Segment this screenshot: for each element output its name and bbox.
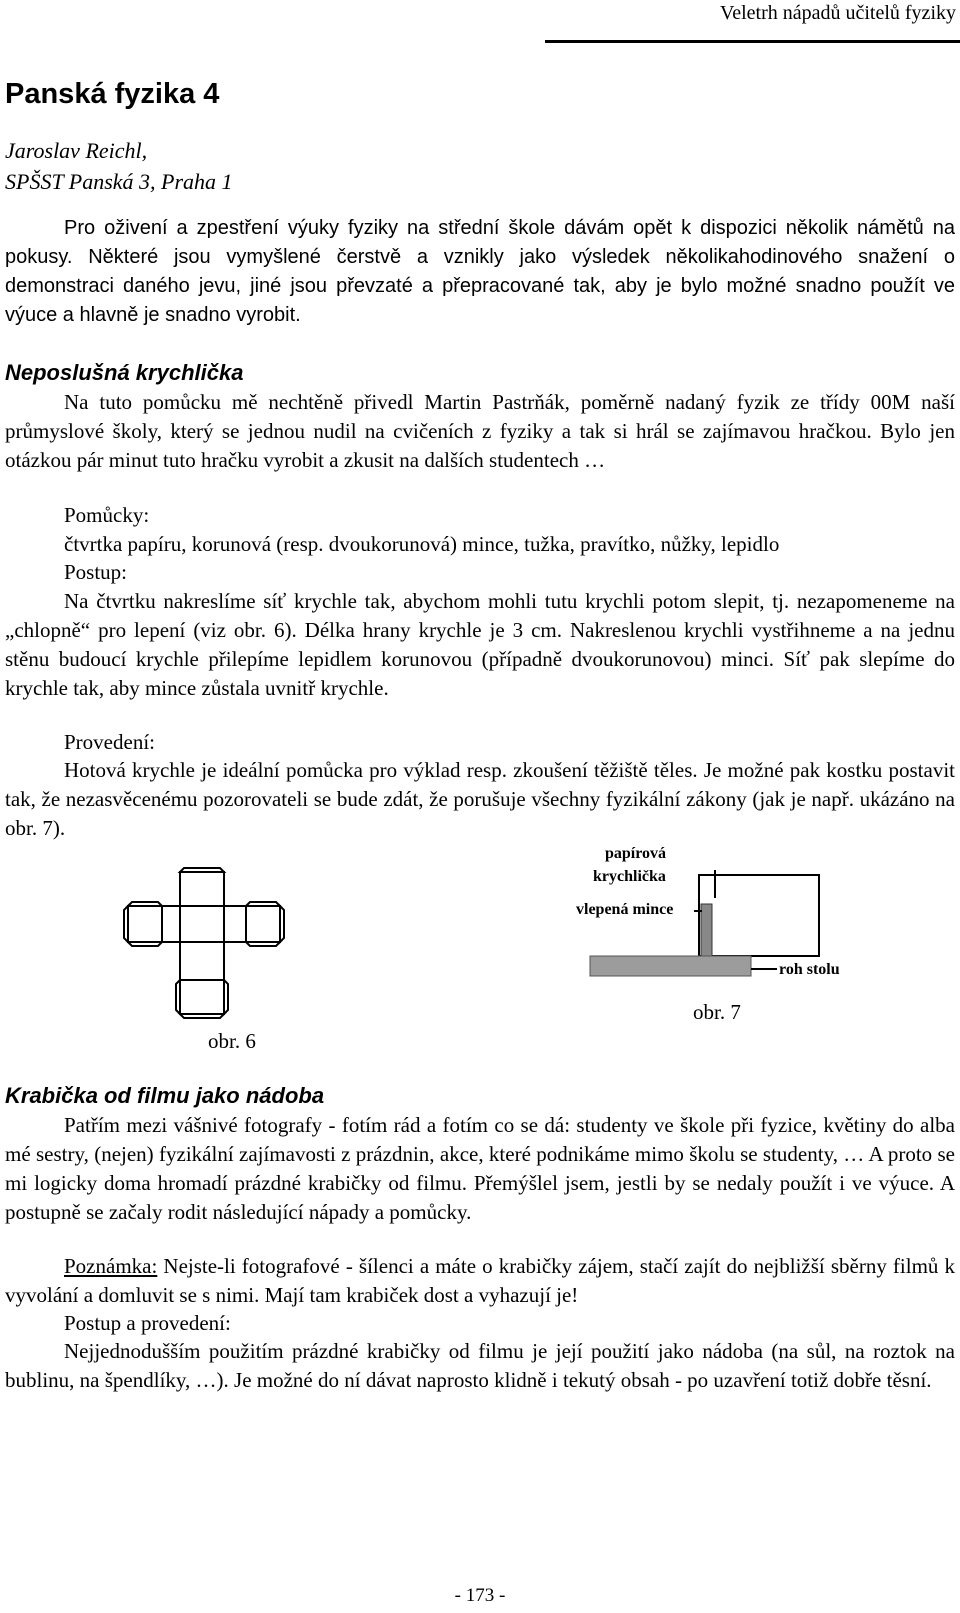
cube-intro-paragraph: Na tuto pomůcku mě nechtěně přivedl Martin Pastrňák, poměrně nadaný fyzik ze třídy 00M naší průmyslové školy, který se jednou nudil na cvičeních z fyziky a tak si hrál se zajímavou hračkou. Bylo jen otázkou pár minut tuto hračku vyrobit a zkusit na dalších studentech … [5,390,955,472]
note-label: Poznámka: [64,1254,158,1278]
author-name: Jaroslav Reichl, [5,138,148,163]
film-box-paragraph: Patřím mezi vášnivé fotografy - fotím rád a fotím co se dá: studenty ve škole při fyzice, květiny do alba mé sestry, (nejen) fyzikální zajímavosti z prázdnin, akce, které podnikáme mimo školu se studenty, … A proto se mi logicky doma hromadí prázdné krabičky od filmu. Přemýšlel jsem, jestli by se nedaly použít i ve výuce. A postupně se začaly rodit následující nápady a pomůcky. [5,1113,955,1224]
execution-label: Provedení: [64,730,155,754]
tools-list: čtvrtka papíru, korunová (resp. dvoukorunová) mince, tužka, pravítko, nůžky, lepidlo [64,532,780,556]
section-heading-film-box: Krabička od filmu jako nádoba [5,1083,325,1108]
header-text: Veletrh nápadů učitelů fyziky [719,2,956,24]
coin [701,904,712,962]
procedure-execution-label: Postup a provedení: [64,1311,231,1335]
page-number: - 173 - [454,1585,506,1606]
execution-paragraph: Hotová krychle je ideální pomůcka pro výklad resp. zkoušení těžiště těles. Je možné pak kostku postavit tak, že nezasvěcenému pozorovateli se bude zdát, že porušuje všechny fyzikální zákony (jak je např. ukázáno na obr. 7). [5,758,955,840]
author-block [5,135,233,197]
paper-cube [699,875,819,956]
cube-faces [128,872,280,1014]
label-paper-line2: krychlička [593,868,666,885]
figure-6-caption: obr. 6 [208,1029,256,1053]
running-header [545,0,960,43]
procedure-paragraph: Na čtvrtku nakreslíme síť krychle tak, abychom mohli tutu krychli potom slepit, tj. nezapomeneme na „chlopně“ pro lepení (viz obr. 6). Délka hrany krychle je 3 cm. Nakreslenou krychli vystřihneme a na jednu stěnu budoucí krychle přilepíme lepidlem korunovou (případně dvoukorunovou) minci. Síť pak slepíme do krychle tak, aby mince zůstala uvnitř krychle. [5,589,955,700]
tools-label: Pomůcky: [64,503,150,527]
label-coin: vlepená mince [576,901,674,918]
section-heading-cube: Neposlušná krychlička [5,360,244,385]
procedure-execution-paragraph: Nejjednodušším použitím prázdné krabičky od filmu je její použití jako nádoba (na sůl, na roztok na bublinu, na špendlíky, …). Je možné do ní dávat naprosto klidně i tekutý obsah - po uzavření totiž dobře těsní. [5,1339,955,1392]
procedure-label: Postup: [64,560,128,584]
label-paper-line1: papírová [605,845,667,862]
intro-paragraph: Pro oživení a zpestření výuky fyziky na střední škole dávám opět k dispozici několik námětů na pokusy. Některé jsou vymyšlené čerstvě a vznikly jako výsledek několikahodinového snažení o demonstraci daného jevu, jiné jsou převzaté a přepracované tak, aby je bylo možné snadno použít ve výuce a hlavně je snadno vyrobit. [5,217,955,326]
cube-on-table-figure [576,845,860,1002]
table-corner [590,956,751,976]
note-paragraph [5,1252,955,1310]
note-text: Nejste-li fotografové - šílenci a máte o krabičky zájem, stačí zajít do nejbližší sběrny filmů k vyvolání a domluvit se s nimi. Mají tam krabiček dost a vyhazují je! [5,1254,955,1307]
article-title: Panská fyzika 4 [5,78,220,110]
figure-7-caption: obr. 7 [693,1000,741,1024]
label-table: roh stolu [779,961,840,978]
cube-net-figure [124,868,288,1018]
author-affiliation: SPŠST Panská 3, Praha 1 [5,169,233,194]
